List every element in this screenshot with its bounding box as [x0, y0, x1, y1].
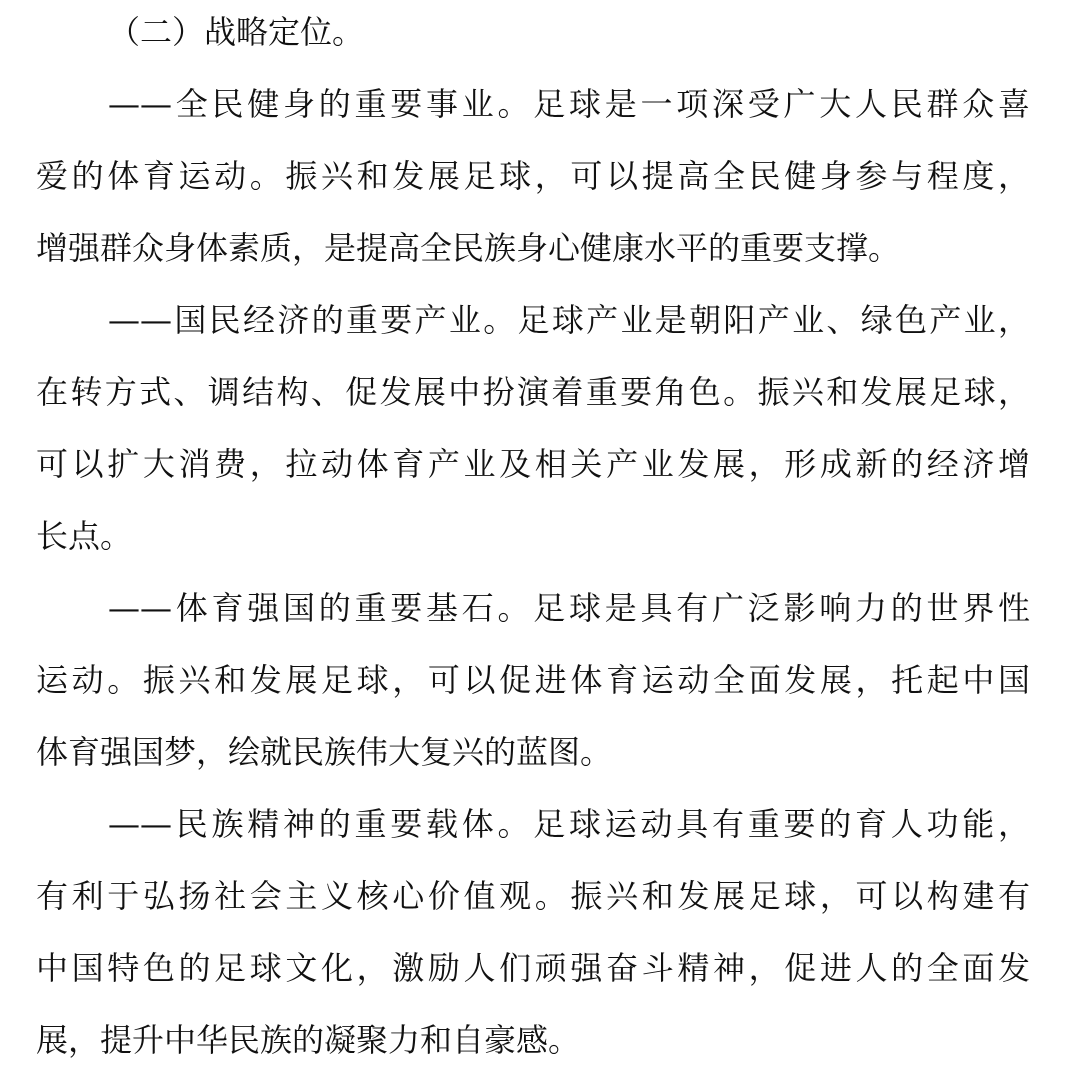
paragraph-line: ——全民健身的重要事业。足球是一项深受广大人民群众喜 [108, 85, 1030, 123]
paragraph-line: ——国民经济的重要产业。足球产业是朝阳产业、绿色产业， [108, 301, 1030, 339]
paragraph-line: 爱的体育运动。振兴和发展足球，可以提高全民健身参与程度， [36, 157, 1030, 195]
paragraph-line: 在转方式、调结构、促发展中扮演着重要角色。振兴和发展足球， [36, 373, 1030, 411]
paragraph-line: 中国特色的足球文化，激励人们顽强奋斗精神，促进人的全面发 [36, 949, 1030, 987]
paragraph-line: 增强群众身体素质，是提高全民族身心健康水平的重要支撑。 [36, 229, 901, 267]
paragraph-line: 运动。振兴和发展足球，可以促进体育运动全面发展，托起中国 [36, 661, 1030, 699]
paragraph-line: 有利于弘扬社会主义核心价值观。振兴和发展足球，可以构建有 [36, 877, 1030, 915]
paragraph-line: ——民族精神的重要载体。足球运动具有重要的育人功能， [108, 805, 1030, 843]
paragraph-line: 展，提升中华民族的凝聚力和自豪感。 [36, 1021, 581, 1059]
paragraph-line: 长点。 [36, 517, 133, 555]
paragraph-line: 可以扩大消费，拉动体育产业及相关产业发展，形成新的经济增 [36, 445, 1030, 483]
paragraph-line: 体育强国梦，绘就民族伟大复兴的蓝图。 [36, 733, 613, 771]
paragraph-line: ——体育强国的重要基石。足球是具有广泛影响力的世界性 [108, 589, 1030, 627]
section-heading: （二）战略定位。 [108, 13, 365, 51]
